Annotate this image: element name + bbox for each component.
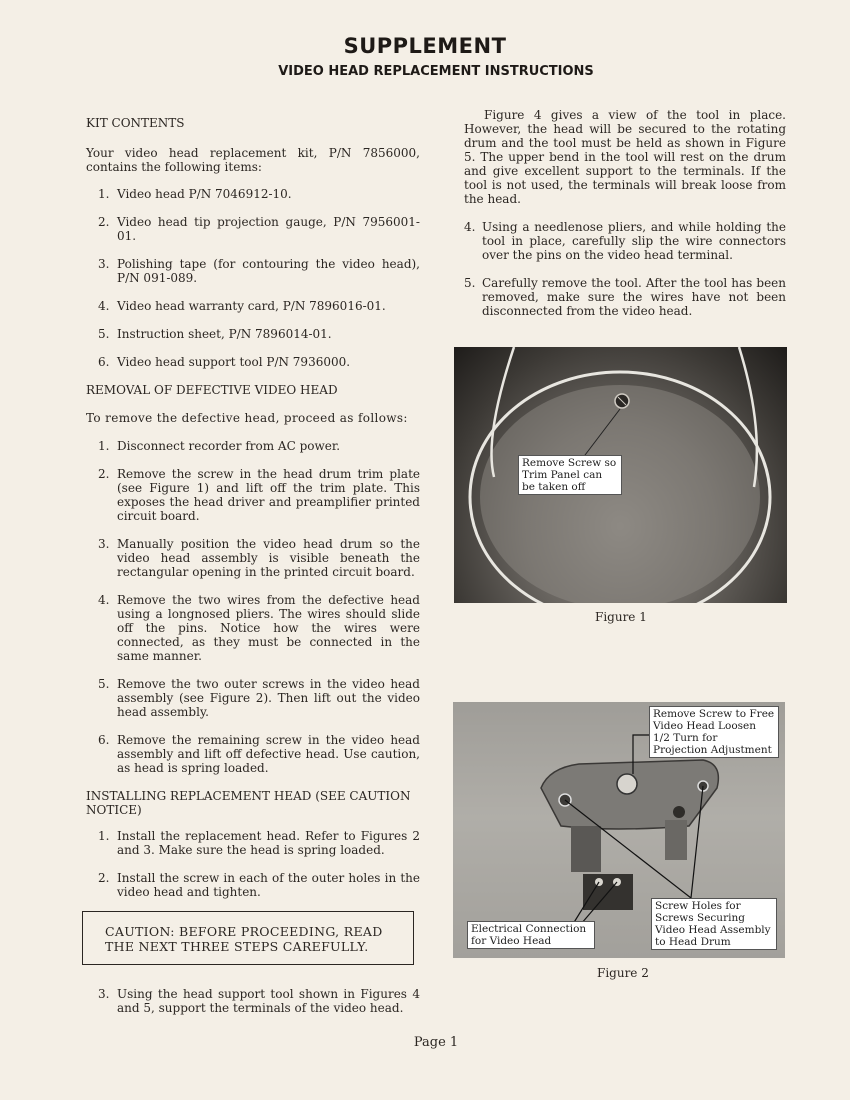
install-step [86, 829, 420, 857]
kit-item [86, 215, 420, 243]
kit-item [86, 355, 420, 369]
figure1-label: Remove Screw so Trim Panel can be taken off [518, 455, 622, 495]
kit-item [86, 187, 420, 201]
step-text: Remove the two outer screws in the video head assembly (see Figure 2). Then lift out the video head assembly. [117, 677, 420, 719]
step-number: 2. [98, 871, 110, 885]
page-subtitle: VIDEO HEAD REPLACEMENT INSTRUCTIONS [278, 64, 594, 79]
figure1-caption: Figure 1 [595, 610, 647, 624]
item-text: Polishing tape (for contouring the video head), P/N 091-089. [117, 257, 420, 285]
kit-item [86, 299, 420, 313]
removal-step [86, 593, 420, 663]
right-column [464, 108, 786, 318]
step-text: Carefully remove the tool. After the tool has been removed, make sure the wires have not been disconnected from the video head. [482, 276, 786, 318]
item-text: Video head P/N 7046912-10. [117, 187, 292, 201]
step-text: Install the replacement head. Refer to Figures 2 and 3. Make sure the head is spring loaded. [117, 829, 420, 857]
step-number: 1. [98, 439, 110, 453]
step-text: Using the head support tool shown in Figures 4 and 5, support the terminals of the video head. [117, 987, 420, 1015]
kit-heading: KIT CONTENTS [86, 116, 185, 130]
kit-item [86, 327, 420, 341]
center-screw-icon [617, 774, 637, 794]
step-text: Install the screw in each of the outer holes in the video head and tighten. [117, 871, 420, 899]
figure-2-photo [453, 702, 785, 958]
left-column [86, 116, 420, 1015]
kit-item [86, 257, 420, 285]
item-number: 1. [98, 187, 110, 201]
item-number: 2. [98, 215, 110, 229]
step-text: Using a needlenose pliers, and while holding the tool in place, carefully slip the wire connectors over the pins on the video head terminal. [482, 220, 786, 262]
step-number: 6. [98, 733, 110, 747]
item-number: 6. [98, 355, 110, 369]
step-text: Remove the remaining screw in the video head assembly and lift off defective head. Use caution, as head is spring loaded. [117, 733, 420, 775]
kit-intro: Your video head replacement kit, P/N 7856000, contains the following items: [86, 146, 420, 174]
item-text: Instruction sheet, P/N 7896014-01. [117, 327, 332, 341]
removal-step [86, 733, 420, 775]
figure2-caption: Figure 2 [597, 966, 649, 980]
removal-intro: To remove the defective head, proceed as follows: [86, 411, 408, 425]
step-number: 4. [464, 220, 476, 234]
install-step [86, 987, 420, 1015]
install-step [464, 276, 786, 318]
step-number: 5. [464, 276, 476, 290]
figure2-label-right: Screw Holes for Screws Securing Video Head Assembly to Head Drum [651, 898, 777, 950]
step-number: 3. [98, 537, 110, 551]
step-text: Disconnect recorder from AC power. [117, 439, 341, 453]
removal-heading: REMOVAL OF DEFECTIVE VIDEO HEAD [86, 383, 338, 397]
step-text: Remove the screw in the head drum trim plate (see Figure 1) and lift off the trim plate. This exposes the head driver and preamplifier printed circuit board. [117, 467, 420, 523]
removal-step [86, 677, 420, 719]
figure4-paragraph: Figure 4 gives a view of the tool in place. However, the head will be secured to the rotating drum and the tool must be held as shown in Figure 5. The upper bend in the tool will rest on the drum and give excellent support to the terminals. If the tool is not used, the terminals will break loose from the head. [464, 108, 786, 206]
item-text: Video head warranty card, P/N 7896016-01. [117, 299, 386, 313]
step-text: Remove the two wires from the defective head using a longnosed pliers. The wires should slide off the pins. Notice how the wires were connected, as they must be connected in the same manner. [117, 593, 420, 663]
step-number: 5. [98, 677, 110, 691]
page-title: SUPPLEMENT [343, 34, 507, 58]
rivet [673, 806, 685, 818]
install-step [86, 871, 420, 899]
removal-step [86, 537, 420, 579]
figure2-label-left: Electrical Connection for Video Head [467, 921, 595, 949]
step-number: 1. [98, 829, 110, 843]
page-number: Page 1 [413, 1035, 459, 1050]
head-body [571, 826, 601, 872]
removal-step [86, 467, 420, 523]
caution-box: CAUTION: BEFORE PROCEEDING, READ THE NEXT THREE STEPS CAREFULLY. [82, 911, 414, 965]
step-text: Manually position the video head drum so the video head assembly is visible beneath the rectangular opening in the printed circuit board. [117, 537, 420, 579]
install-heading: INSTALLING REPLACEMENT HEAD (SEE CAUTION NOTICE) [86, 789, 411, 817]
item-number: 3. [98, 257, 110, 271]
item-text: Video head support tool P/N 7936000. [117, 355, 351, 369]
install-step [464, 220, 786, 262]
item-number: 5. [98, 327, 110, 341]
removal-step [86, 439, 420, 453]
item-number: 4. [98, 299, 110, 313]
step-number: 2. [98, 467, 110, 481]
figure2-label-top: Remove Screw to Free Video Head Loosen 1/2 Turn for Projection Adjustment [649, 706, 779, 758]
item-text: Video head tip projection gauge, P/N 7956001-01. [117, 215, 420, 243]
step-number: 4. [98, 593, 110, 607]
step-number: 3. [98, 987, 110, 1001]
head-body-right [665, 820, 687, 860]
figure-1-photo [454, 347, 787, 603]
